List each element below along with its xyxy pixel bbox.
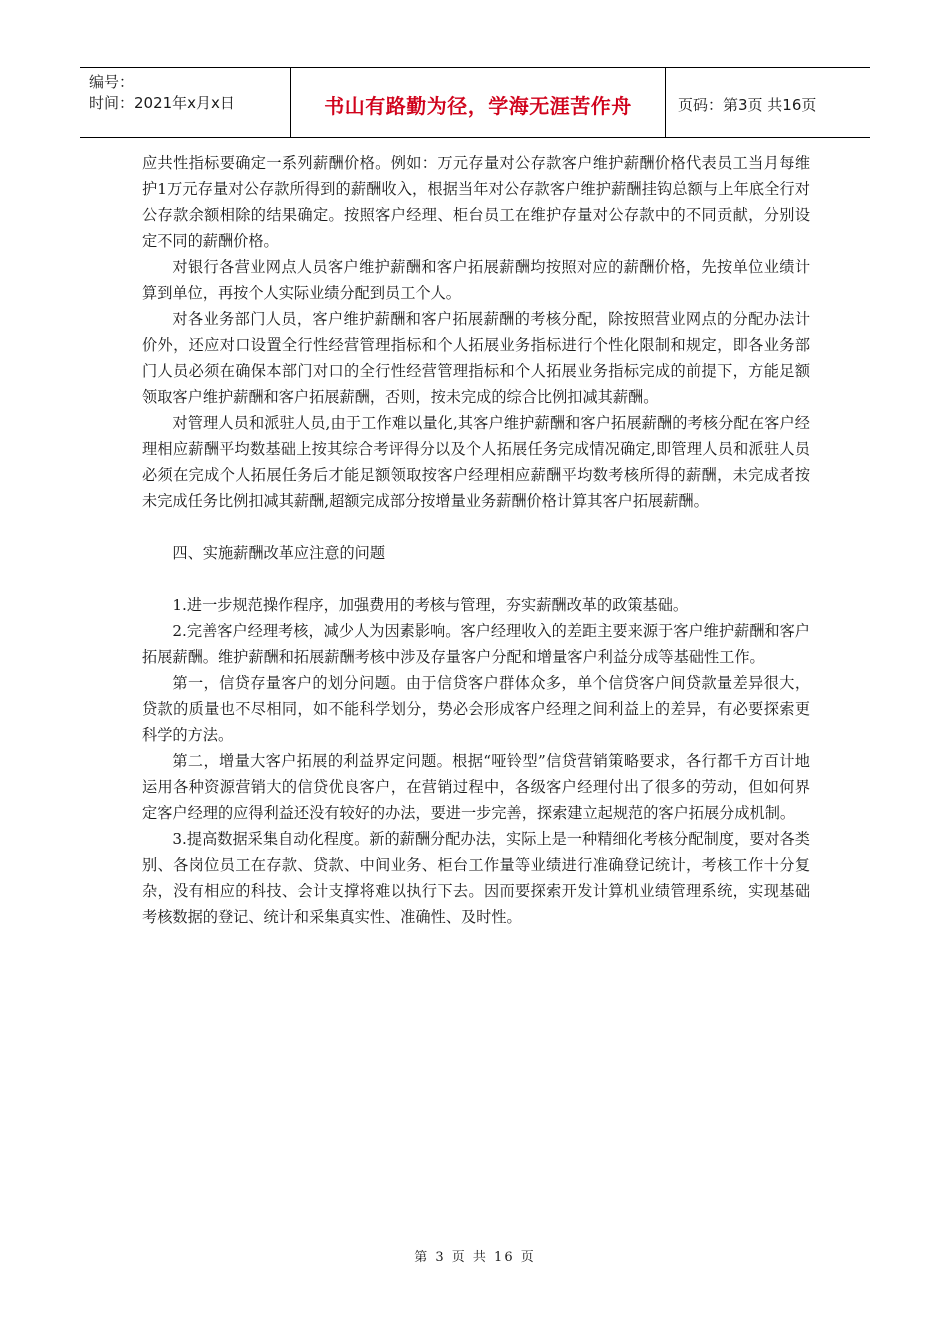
page-footer: 第 3 页 共 16 页 xyxy=(414,1250,536,1265)
document-body xyxy=(142,150,810,930)
paragraph: 1.进一步规范操作程序，加强费用的考核与管理，夯实薪酬改革的政策基础。 xyxy=(172,596,689,614)
header-motto: 书山有路勤为径，学海无涯苦作舟 xyxy=(291,68,666,137)
paragraph: 应共性指标要确定一系列薪酬价格。例如：万元存量对公存款客户维护薪酬价格代表员工当月每维护1万元存量对公存款所得到的薪酬收入，根据当年对公存款客户维护薪酬挂钩总额与上年底全行对公存款余额相除的结果确定。按照客户经理、柜台员工在维护存量对公存款中的不同贡献，分别设定不同的薪酬价格。 xyxy=(142,154,810,250)
document-time-label: 时间：2021年x月x日 xyxy=(89,94,235,112)
paragraph: 第二，增量大客户拓展的利益界定问题。根据“哑铃型”信贷营销策略要求，各行都千方百计地运用各种资源营销大的信贷优良客户，在营销过程中，各级客户经理付出了很多的劳动，但如何界定客户经理的应得利益还没有较好的办法，要进一步完善，探索建立起规范的客户拓展分成机制。 xyxy=(142,752,810,822)
paragraph: 3.提高数据采集自动化程度。新的薪酬分配办法，实际上是一种精细化考核分配制度，要对各类别、各岗位员工在存款、贷款、中间业务、柜台工作量等业绩进行准确登记统计，考核工作十分复杂，没有相应的科技、会计支撑将难以执行下去。因而要探索开发计算机业绩管理系统，实现基础考核数据的登记、统计和采集真实性、准确性、及时性。 xyxy=(142,830,810,926)
page-header xyxy=(80,67,870,138)
header-meta xyxy=(80,68,291,137)
paragraph: 对管理人员和派驻人员,由于工作难以量化,其客户维护薪酬和客户拓展薪酬的考核分配在客户经理相应薪酬平均数基础上按其综合考评得分以及个人拓展任务完成情况确定,即管理人员和派驻人员必须在完成个人拓展任务后才能足额领取按客户经理相应薪酬平均数考核所得的薪酬，未完成者按未完成任务比例扣减其薪酬,超额完成部分按增量业务薪酬价格计算其客户拓展薪酬。 xyxy=(142,414,810,510)
paragraph: 第一，信贷存量客户的划分问题。由于信贷客户群体众多，单个信贷客户间贷款量差异很大，贷款的质量也不尽相同，如不能科学划分，势必会形成客户经理之间利益上的差异，有必要探索更科学的方法。 xyxy=(142,674,810,744)
paragraph: 对银行各营业网点人员客户维护薪酬和客户拓展薪酬均按照对应的薪酬价格，先按单位业绩计算到单位，再按个人实际业绩分配到员工个人。 xyxy=(142,258,810,302)
section-heading: 四、实施薪酬改革应注意的问题 xyxy=(172,544,386,562)
header-page-info: 页码：第3页 共16页 xyxy=(678,96,817,114)
document-number-label: 编号： xyxy=(89,73,135,91)
paragraph: 2.完善客户经理考核，减少人为因素影响。客户经理收入的差距主要来源于客户维护薪酬和客户拓展薪酬。维护薪酬和拓展薪酬考核中涉及存量客户分配和增量客户利益分成等基础性工作。 xyxy=(142,622,810,666)
paragraph: 对各业务部门人员，客户维护薪酬和客户拓展薪酬的考核分配，除按照营业网点的分配办法计价外，还应对口设置全行性经营管理指标和个人拓展业务指标进行个性化限制和规定，即各业务部门人员必须在确保本部门对口的全行性经营管理指标和个人拓展业务指标完成的前提下，方能足额领取客户维护薪酬和客户拓展薪酬，否则，按未完成的综合比例扣减其薪酬。 xyxy=(142,310,810,406)
